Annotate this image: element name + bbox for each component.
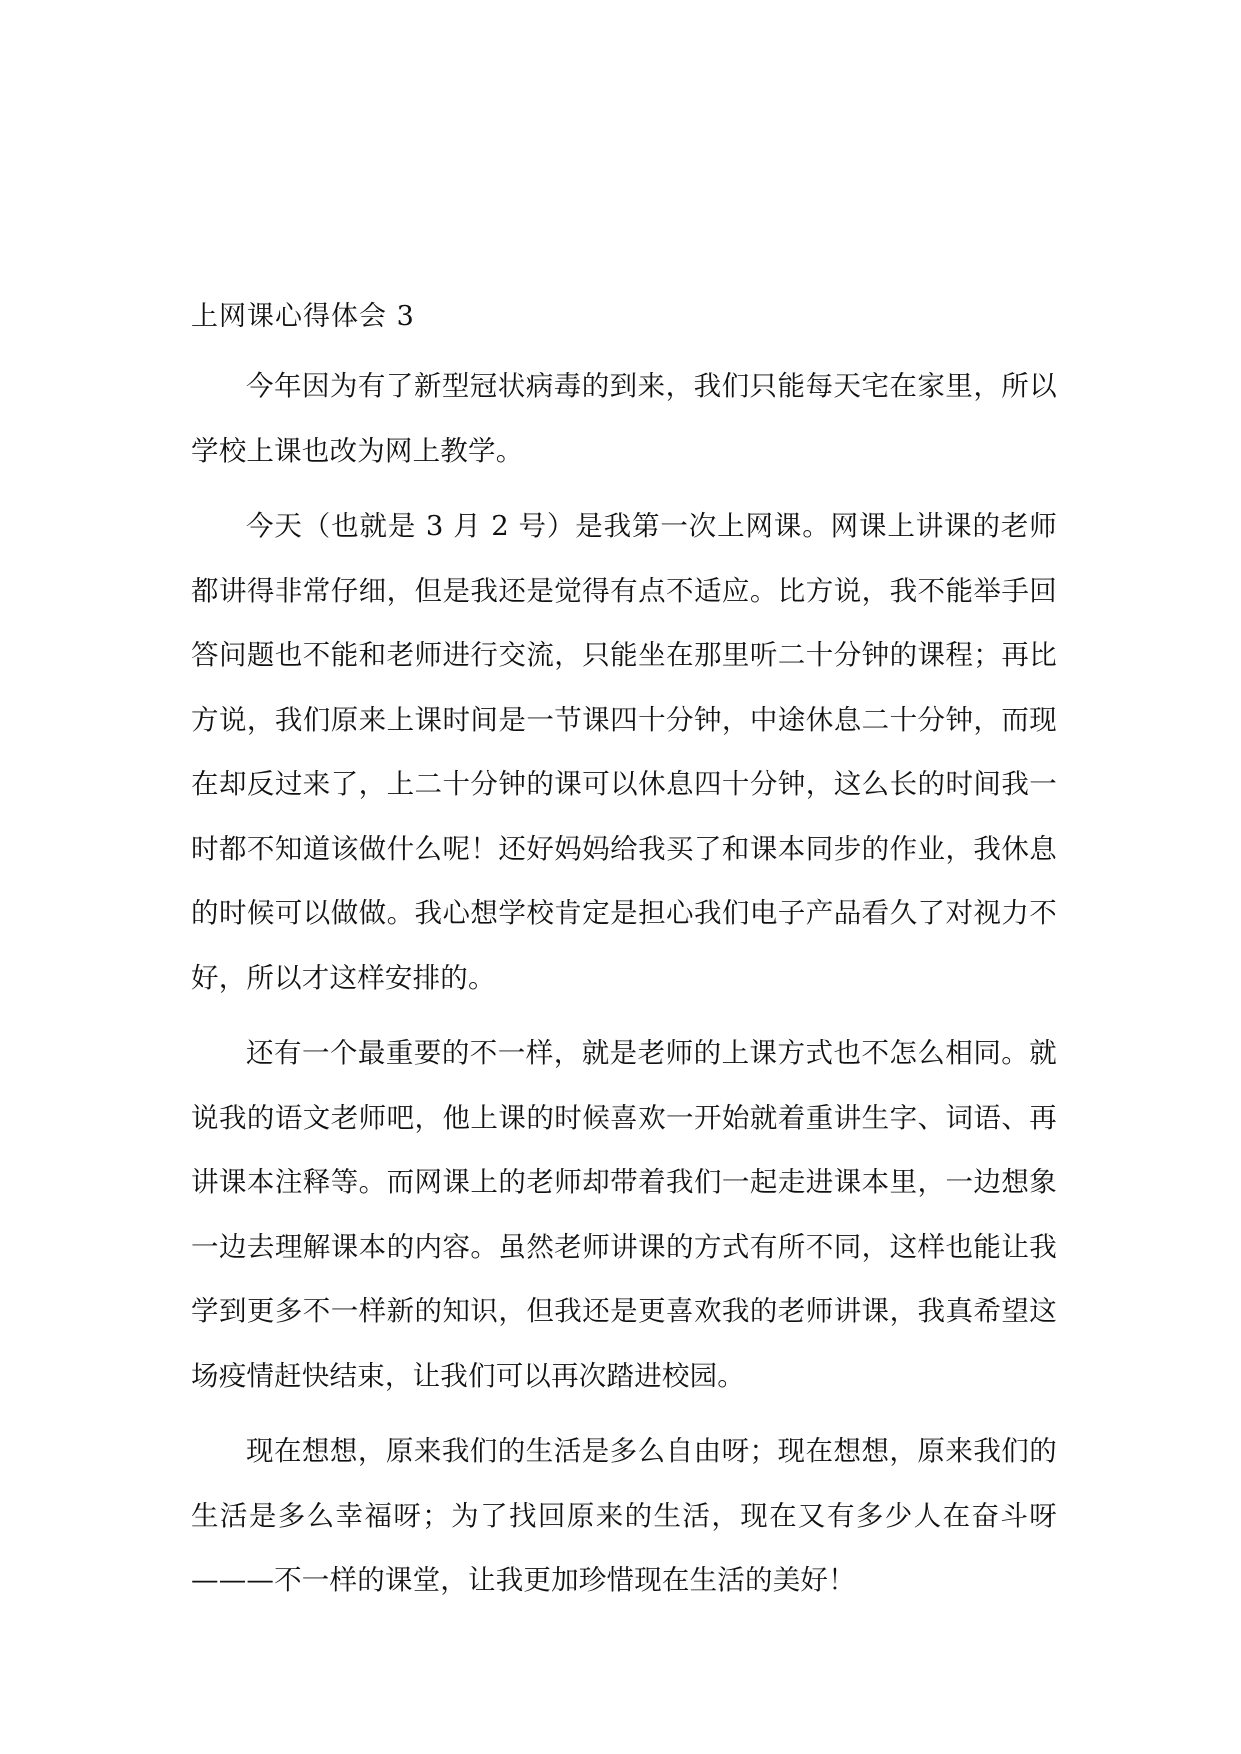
paragraph-4: 现在想想，原来我们的生活是多么自由呀；现在想想，原来我们的生活是多么幸福呀；为了找回原来的生活，现在又有多少人在奋斗呀———不一样的课堂，让我更加珍惜现在生活的美好！ (191, 1435, 1057, 1596)
paragraph-1: 今年因为有了新型冠状病毒的到来，我们只能每天宅在家里，所以学校上课也改为网上教学。 (191, 370, 1057, 467)
paragraph-2: 今天（也就是 3 月 2 号）是我第一次上网课。网课上讲课的老师都讲得非常仔细，但是我还是觉得有点不适应。比方说，我不能举手回答问题也不能和老师进行交流，只能坐在那里听二十分钟的课程；再比方说，我们原来上课时间是一节课四十分钟，中途休息二十分钟，而现在却反过来了，上二十分钟的课可以休息四十分钟，这么长的时间我一时都不知道该做什么呢！还好妈妈给我买了和课本同步的作业，我休息的时候可以做做。我心想学校肯定是担心我们电子产品看久了对视力不好，所以才这样安排的。 (191, 510, 1057, 994)
document-title: 上网课心得体会 3 (191, 301, 415, 332)
document-body (191, 294, 1057, 1624)
paragraph-3: 还有一个最重要的不一样，就是老师的上课方式也不怎么相同。就说我的语文老师吧，他上课的时候喜欢一开始就着重讲生字、词语、再讲课本注释等。而网课上的老师却带着我们一起走进课本里，一边想象一边去理解课本的内容。虽然老师讲课的方式有所不同，这样也能让我学到更多不一样新的知识，但我还是更喜欢我的老师讲课，我真希望这场疫情赶快结束，让我们可以再次踏进校园。 (191, 1037, 1057, 1392)
